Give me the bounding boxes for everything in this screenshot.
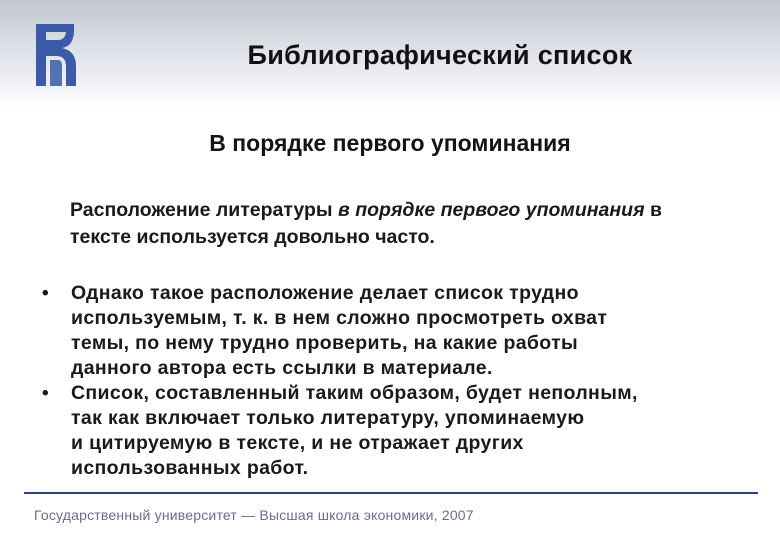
bullet-line: Однако такое расположение делает список трудно bbox=[71, 282, 579, 304]
section-subheading: В порядке первого упоминания bbox=[209, 130, 571, 156]
footer-text: Государственный университет — Высшая школа экономики, 2007 bbox=[34, 507, 474, 523]
intro-text-start: Расположение литературы bbox=[70, 199, 339, 221]
bullet-item-2 bbox=[42, 381, 747, 481]
intro-text-end: в тексте используется довольно часто. bbox=[70, 199, 662, 248]
bullet-dot-icon: • bbox=[42, 283, 50, 304]
slide-title: Библиографический список bbox=[247, 40, 633, 70]
footer-divider bbox=[24, 492, 758, 494]
bullet-line: так как включает только литературу, упоминаемую bbox=[71, 407, 585, 429]
bullet-line: используемым, т. к. в нем сложно просмотреть охват bbox=[71, 307, 608, 329]
bullet-line: Список, составленный таким образом, будет неполным, bbox=[71, 382, 638, 404]
bullet-line: и цитируемую в тексте, и не отражает других bbox=[71, 432, 524, 454]
intro-paragraph bbox=[70, 197, 710, 251]
bullet-list bbox=[42, 281, 747, 481]
intro-text-italic: в порядке первого упоминания bbox=[338, 199, 645, 221]
bullet-line: использованных работ. bbox=[71, 457, 309, 479]
hse-logo-icon bbox=[28, 20, 86, 92]
bullet-item-1 bbox=[42, 281, 747, 381]
bullet-line: темы, по нему трудно проверить, на какие работы bbox=[71, 332, 578, 354]
bullet-line: данного автора есть ссылки в материале. bbox=[71, 357, 493, 379]
bullet-dot-icon: • bbox=[42, 383, 50, 404]
